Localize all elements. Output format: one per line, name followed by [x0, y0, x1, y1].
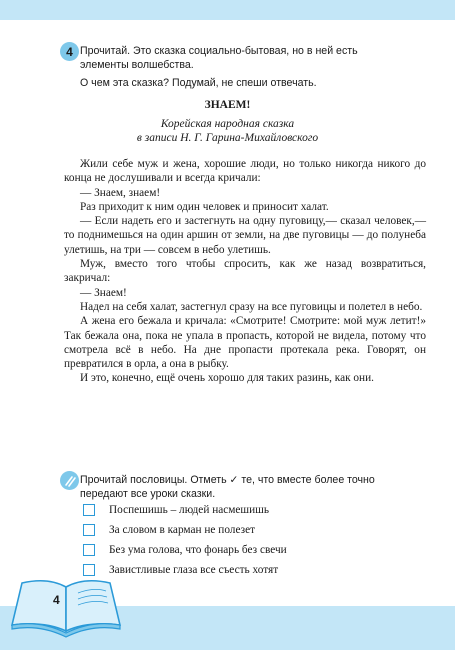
story-paragraph: Надел на себя халат, застегнул сразу на все пуговицы и полетел в небо. — [80, 300, 423, 313]
proverb-checkbox[interactable] — [83, 524, 95, 536]
proverb-list — [83, 500, 423, 580]
story-paragraph: — Знаем, знаем! — [80, 186, 161, 199]
story-subtitle-2: в записи Н. Г. Гарина-Михайловского — [136, 132, 319, 144]
top-color-strip — [0, 0, 455, 20]
story-body — [64, 157, 426, 386]
task1-instruction — [80, 44, 425, 72]
task1-line2: элементы волшебства. — [80, 59, 194, 71]
proverb-text: Без ума голова, что фонарь без свечи — [109, 544, 287, 556]
task-number: 4 — [66, 44, 73, 59]
story-paragraph: А жена его бежала и кричала: «Смотрите! Смотрите: мой муж летит!» Так бежала она, пока не упала в пропасть, которой не видела, потому что смотрела всё в небо. На дне пропасти протекала река. Говорят, он превратился в орла, а она в рыбку. — [64, 315, 426, 371]
proverb-text: Завистливые глаза все съесть хотят — [109, 564, 279, 576]
story-paragraph: Раз приходит к ним один человек и приносит халат. — [80, 200, 329, 213]
proverb-item — [83, 540, 423, 560]
open-book-icon — [8, 573, 126, 639]
task2-line2: передают все уроки сказки. — [80, 488, 216, 500]
story-paragraph: — Если надеть его и застегнуть на одну пуговицу,— сказал человек,— то поднимешься на один аршин от земли, на две пуговицы — до полунеба улетишь, на три — совсем в небо улетишь. — [64, 215, 426, 256]
task2-instruction — [80, 473, 430, 501]
proverb-item — [83, 560, 423, 580]
proverb-text: За словом в карман не полезет — [109, 524, 256, 536]
task1-line1: Прочитай. Это сказка социально-бытовая, но в ней есть — [80, 45, 358, 57]
proverb-checkbox[interactable] — [83, 504, 95, 516]
story-title: ЗНАЕМ! — [204, 99, 251, 111]
task-number-badge — [60, 42, 79, 61]
pencil-glyph — [63, 474, 77, 488]
story-paragraph: Жили себе муж и жена, хорошие люди, но только никогда никого до конца не дослушивали и всегда кричали: — [64, 158, 426, 185]
story-paragraph: Муж, вместо того чтобы спросить, как же назад возвратиться, закричал: — [64, 258, 426, 285]
proverb-text: Поспешишь – людей насмешишь — [109, 504, 270, 516]
task2-line1: Прочитай пословицы. Отметь ✓ те, что вместе более точно — [80, 474, 375, 486]
proverb-item — [83, 520, 423, 540]
task1-question: О чем эта сказка? Подумай, не спеши отвечать. — [80, 77, 317, 89]
proverb-checkbox[interactable] — [83, 544, 95, 556]
story-paragraph: И это, конечно, ещё очень хорошо для таких разинь, как они. — [80, 372, 374, 385]
story-paragraph: — Знаем! — [80, 286, 127, 299]
story-subtitle-1: Корейская народная сказка — [160, 118, 295, 130]
proverb-item — [83, 500, 423, 520]
pencil-icon — [60, 471, 79, 490]
page-number: 4 — [53, 593, 60, 607]
